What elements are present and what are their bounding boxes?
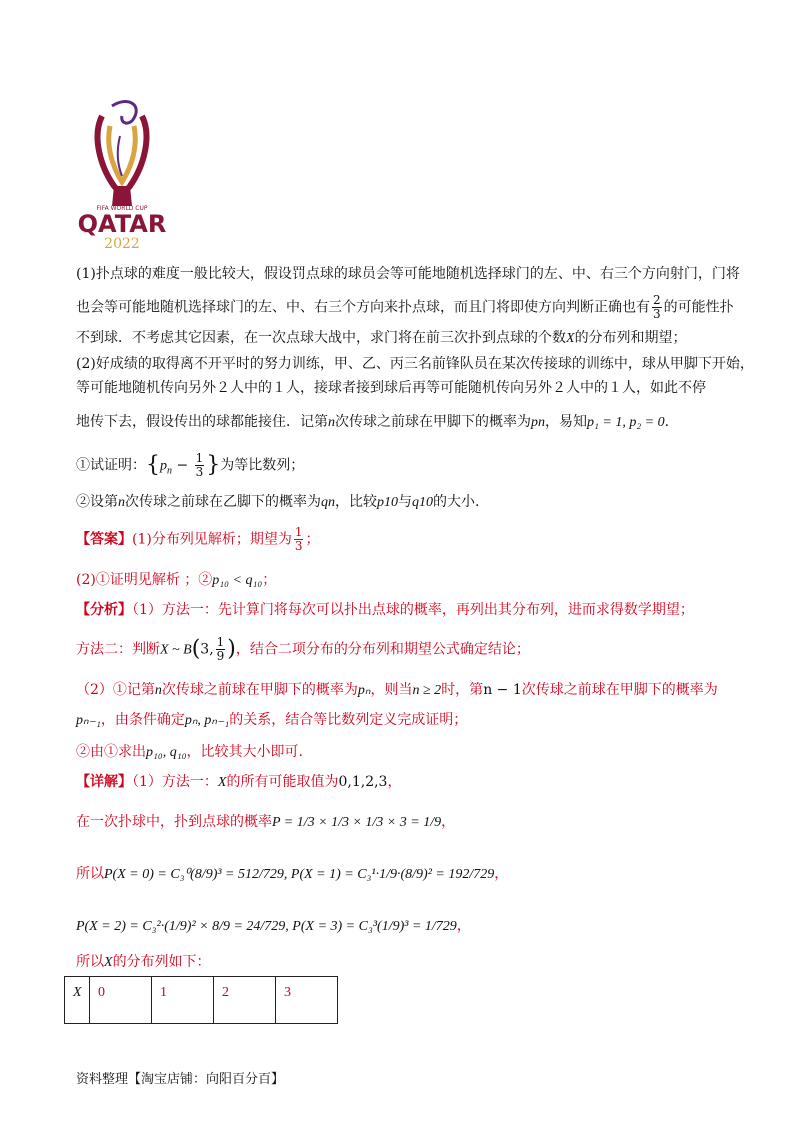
fraction-two-thirds: $\frac{2}{3}$ — [653, 293, 661, 321]
question-sub1: ①试证明：{$p_n$ − $\frac{1}{3}$ }为等比数列； — [76, 451, 305, 479]
question-p2-line2: 等可能地随机传向另外２人中的１人，接球者接到球后再等可能随机传向另外２人中的１人，如此不停 — [76, 380, 706, 396]
table-cell: 3 — [276, 977, 338, 1024]
fraction-one-third: $\frac{1}{3}$ — [195, 451, 204, 479]
answer-label: 【答案】 — [76, 531, 132, 548]
answer-line2: (2)①证明见解析 ；②p₁₀ < q₁₀； — [76, 572, 277, 588]
analysis-line3: （2）①记第n次传球之前球在甲脚下的概率为pₙ，则当n ≥ 2时，第n − 1次传球之前球在甲脚下的概率为 — [76, 682, 718, 698]
detail-line5: 所以X的分布列如下： — [76, 954, 211, 970]
answer-line1: 【答案】(1)分布列见解析；期望为 $\frac{1}{3}$ ； — [76, 525, 320, 553]
table-cell: 1 — [152, 977, 214, 1024]
answer-fraction: $\frac{1}{3}$ — [294, 525, 303, 553]
analysis-line5: ②由①求出p₁₀, q₁₀，比较其大小即可. — [76, 744, 303, 760]
analysis-label: 【分析】 — [76, 602, 132, 618]
detail-label: 【详解】 — [76, 774, 132, 790]
fraction-one-ninth: $\frac{1}{9}$ — [216, 635, 225, 663]
question-p2-line3: 地传下去，假设传出的球都能接住．记第n次传球之前球在甲脚下的概率为pn，易知p₁ = 1, p₂ = 0. — [76, 414, 670, 430]
table-cell: 2 — [214, 977, 276, 1024]
question-sub2: ②设第n次传球之前球在乙脚下的概率为qn，比较p10与q10的大小. — [76, 494, 480, 510]
analysis-line2: 方法二：判断X ~ B(3, $\frac{1}{9}$ )，结合二项分布的分布列和期望公式确定结论； — [76, 635, 530, 663]
distribution-table — [64, 976, 338, 1024]
question-p1-line3: 不到球．不考虑其它因素，在一次点球大战中，求门将在前三次扑到点球的个数X的分布列和期望； — [76, 330, 687, 346]
table-header-cell: X — [65, 977, 90, 1024]
question-p2-line1: (2)好成绩的取得离不开平时的努力训练，甲、乙、丙三名前锋队员在某次传接球的训练中，球从甲脚下开始， — [76, 356, 754, 372]
detail-line1: 【详解】（1）方法一：X的所有可能取值为0,1,2,3， — [76, 774, 402, 790]
question-p1-line2: 也会等可能地随机选择球门的左、中、右三个方向来扑点球，而且门将即使方向判断正确也有 $\frac{2}{3}$ 的可能性扑 — [76, 293, 734, 321]
qatar-2022-logo — [72, 96, 172, 256]
detail-line4: P(X = 2) = C₃²·(1/9)² × 8/9 = 24/729, P(X = 3) = C₃³(1/9)³ = 1/729， — [76, 918, 471, 934]
detail-line3: 所以P(X = 0) = C₃⁰(8/9)³ = 512/729, P(X = 1) = C₃¹·1/9·(8/9)² = 192/729， — [76, 866, 509, 882]
analysis-line4: pₙ₋₁，由条件确定pₙ, pₙ₋₁的关系，结合等比数列定义完成证明； — [76, 712, 468, 728]
logo-top-text: FIFA WORLD CUP — [96, 205, 148, 212]
detail-line2: 在一次扑球中，扑到点球的概率P = 1/3 × 1/3 × 1/3 × 3 = 1/9， — [76, 814, 456, 830]
logo-main-text: QATAR — [77, 210, 167, 238]
logo-year-text: 2022 — [104, 236, 140, 252]
footer-text: 资料整理【淘宝店铺：向阳百分百】 — [76, 1072, 285, 1087]
table-cell: 0 — [90, 977, 152, 1024]
question-p1-line1: (1)扑点球的难度一般比较大，假设罚点球的球员会等可能地随机选择球门的左、中、右三个方向射门，门将 — [76, 266, 740, 282]
analysis-line1: 【分析】（1）方法一：先计算门将每次可以扑出点球的概率，再列出其分布列，进而求得数学期望； — [76, 602, 694, 618]
table-row — [65, 977, 338, 1024]
